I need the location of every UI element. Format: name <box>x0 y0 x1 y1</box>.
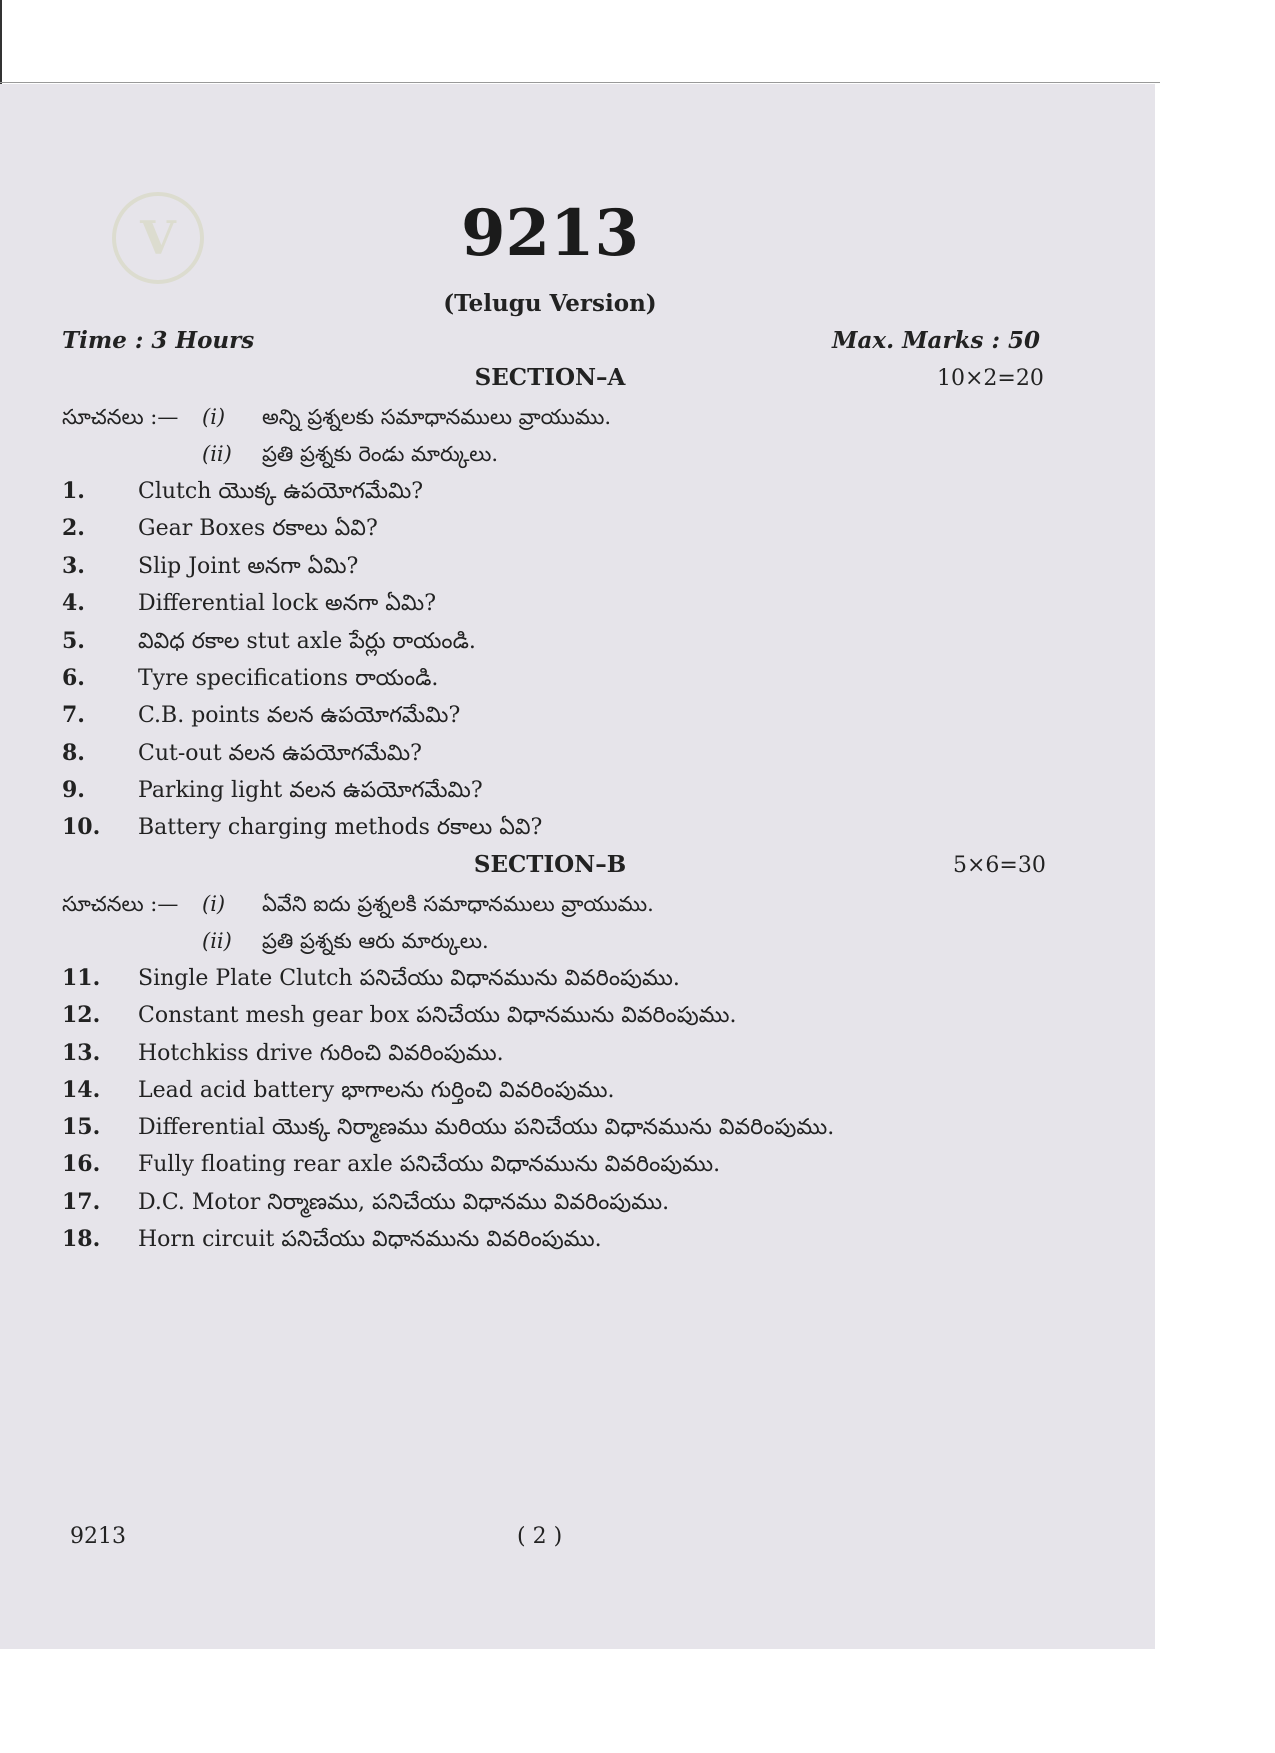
question-2 <box>62 515 378 546</box>
section-a-note-1 <box>62 405 611 435</box>
question-text: Battery charging methods రకాలు ఏవి? <box>138 815 543 840</box>
scan-edge-left <box>0 0 2 84</box>
section-a-marks: 10×2=20 <box>937 366 1044 391</box>
question-text: Gear Boxes రకాలు ఏవి? <box>138 516 378 541</box>
question-number: 9. <box>62 777 85 803</box>
note-number: (i) <box>202 892 226 916</box>
question-text: Lead acid battery భాగాలను గుర్తించి వివరింపుము. <box>138 1078 615 1103</box>
question-number: 4. <box>62 590 85 616</box>
question-16 <box>62 1151 720 1182</box>
time-label: Time : 3 Hours <box>62 327 255 354</box>
question-number: 11. <box>62 965 101 991</box>
note-text: ప్రతి ప్రశ్నకు ఆరు మార్కులు. <box>262 929 489 953</box>
question-text: Fully floating rear axle పనిచేయు విధానమును వివరింపుము. <box>138 1152 721 1177</box>
notes-label: సూచనలు :— <box>62 405 179 429</box>
question-4 <box>62 590 436 621</box>
question-text: Horn circuit పనిచేయు విధానమును వివరింపుము. <box>138 1227 602 1252</box>
section-b-title: SECTION–B <box>473 851 627 878</box>
question-text: Hotchkiss drive గురించి వివరింపుము. <box>138 1041 504 1066</box>
question-3 <box>62 553 358 584</box>
question-text: వివిధ రకాల stut axle పేర్లు రాయండి. <box>138 629 476 654</box>
question-number: 15. <box>62 1114 101 1140</box>
question-number: 3. <box>62 553 85 579</box>
question-17 <box>62 1189 669 1220</box>
stamp-letter: V <box>140 211 176 265</box>
question-number: 8. <box>62 740 85 766</box>
page-number: ( 2 ) <box>517 1524 563 1549</box>
paper-code-title: 9213 <box>460 196 640 271</box>
question-15 <box>62 1114 834 1145</box>
question-number: 7. <box>62 702 85 728</box>
question-12 <box>62 1002 737 1033</box>
question-number: 14. <box>62 1077 101 1103</box>
question-7 <box>62 702 460 733</box>
question-9 <box>62 777 483 808</box>
note-number: (ii) <box>202 929 232 953</box>
max-marks-label: Max. Marks : 50 <box>832 327 1040 354</box>
notes-label: సూచనలు :— <box>62 892 179 916</box>
question-13 <box>62 1040 504 1071</box>
question-number: 2. <box>62 515 85 541</box>
section-a-title: SECTION–A <box>474 364 626 391</box>
question-14 <box>62 1077 615 1108</box>
footer-paper-code: 9213 <box>70 1524 126 1549</box>
question-text: Parking light వలన ఉపయోగమేమి? <box>138 778 483 803</box>
question-number: 17. <box>62 1189 101 1215</box>
note-text: ఏవేని ఐదు ప్రశ్నలకి సమాధానములు వ్రాయుము. <box>262 892 654 916</box>
question-number: 12. <box>62 1002 101 1028</box>
note-text: ప్రతి ప్రశ్నకు రెండు మార్కులు. <box>262 442 499 466</box>
question-number: 13. <box>62 1040 101 1066</box>
question-text: C.B. points వలన ఉపయోగమేమి? <box>138 703 461 728</box>
question-text: Cut-out వలన ఉపయోగమేమి? <box>138 741 422 766</box>
question-text: Slip Joint అనగా ఏమి? <box>138 554 359 579</box>
question-text: D.C. Motor నిర్మాణము, పనిచేయు విధానము వివరింపుము. <box>138 1190 670 1215</box>
question-11 <box>62 965 680 996</box>
note-number: (i) <box>202 405 226 429</box>
question-6 <box>62 665 438 696</box>
note-text: అన్ని ప్రశ్నలకు సమాధానములు వ్రాయుము. <box>262 405 612 429</box>
question-number: 5. <box>62 628 85 654</box>
question-18 <box>62 1226 602 1257</box>
question-number: 18. <box>62 1226 101 1252</box>
question-text: Clutch యొక్క ఉపయోగమేమి? <box>138 479 424 504</box>
question-8 <box>62 740 422 771</box>
note-number: (ii) <box>202 442 232 466</box>
question-text: Constant mesh gear box పనిచేయు విధానమును వివరింపుము. <box>138 1003 737 1028</box>
section-a-note-2 <box>202 442 498 472</box>
section-b-note-2 <box>202 929 489 959</box>
scan-edge-top <box>0 82 1160 83</box>
question-number: 10. <box>62 814 101 840</box>
question-10 <box>62 814 542 845</box>
question-text: Tyre specifications రాయండి. <box>138 666 439 691</box>
question-number: 1. <box>62 478 85 504</box>
question-number: 6. <box>62 665 85 691</box>
question-5 <box>62 628 476 659</box>
question-text: Differential యొక్క నిర్మాణము మరియు పనిచేయు విధానమును వివరింపుము. <box>138 1115 835 1140</box>
section-b-marks: 5×6=30 <box>953 853 1046 878</box>
question-number: 16. <box>62 1151 101 1177</box>
section-b-note-1 <box>62 892 654 922</box>
question-1 <box>62 478 423 509</box>
question-text: Differential lock అనగా ఏమి? <box>138 591 436 616</box>
version-label: (Telugu Version) <box>443 290 657 317</box>
question-text: Single Plate Clutch పనిచేయు విధానమును వివరింపుము. <box>138 966 680 991</box>
